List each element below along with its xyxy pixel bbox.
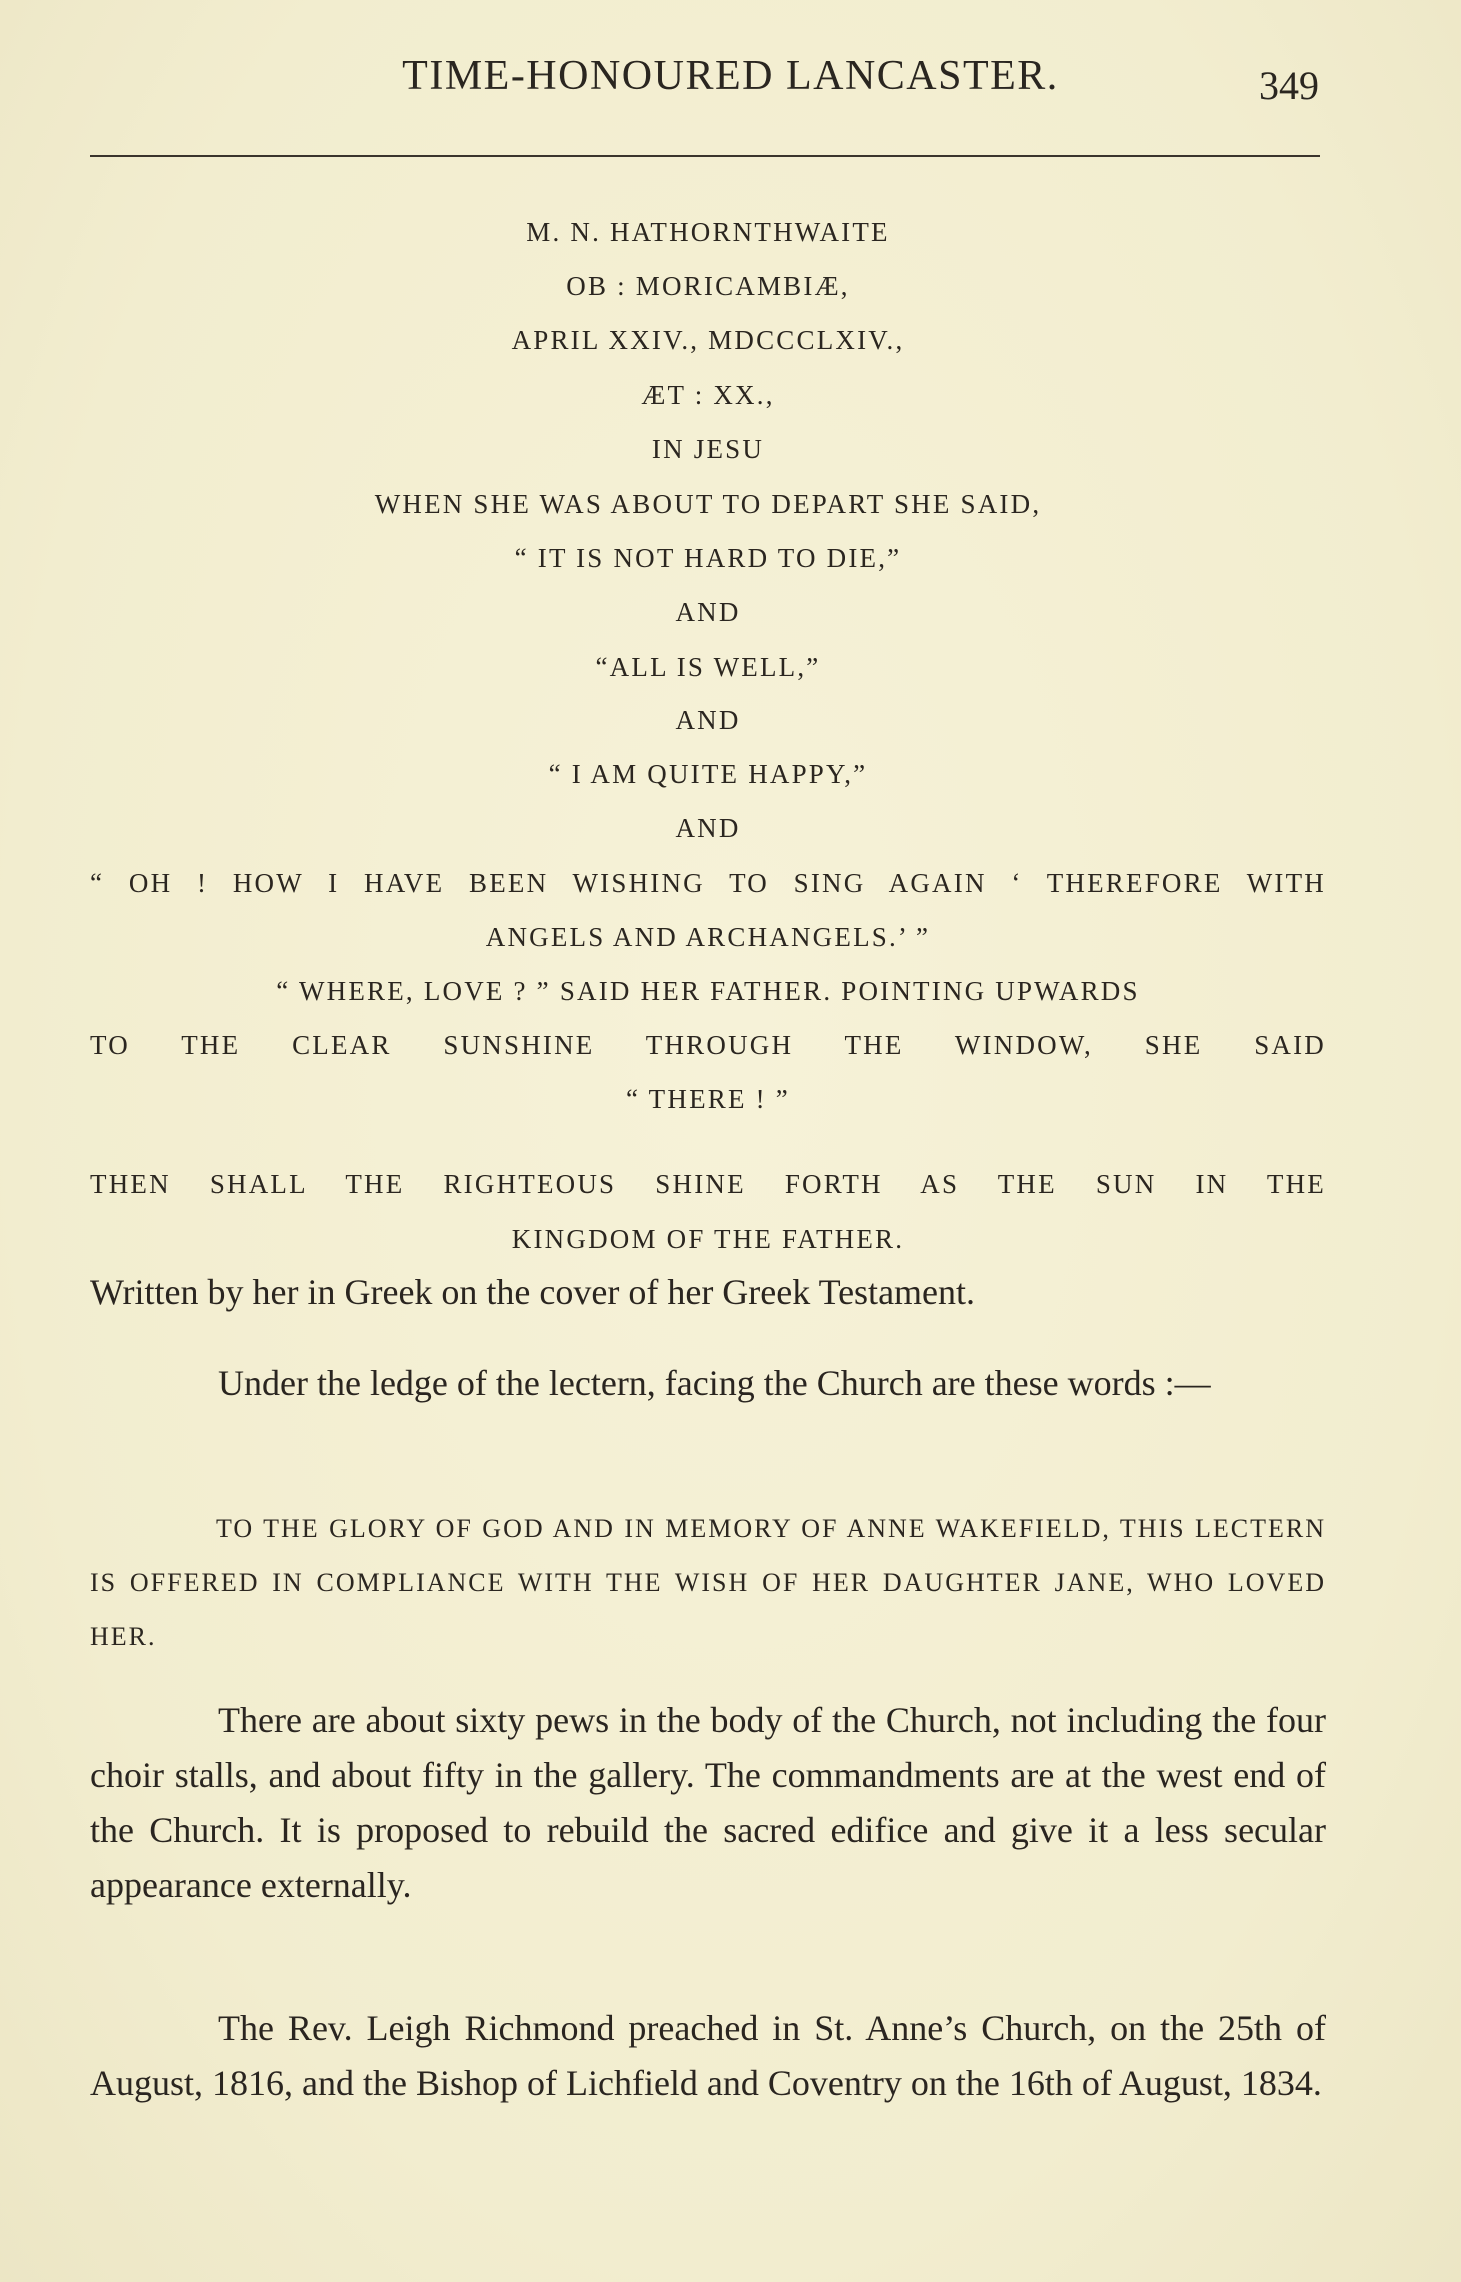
pews-paragraph: There are about sixty pews in the body of the Church, not including the four choir stalls, and about fifty in the gallery. The commandments are at the west end of the Church. It is proposed to rebuild the sacred edifice and give it a less secular appearance externally. — [90, 1700, 1326, 1905]
lectern-inscription-text: TO THE GLORY OF GOD AND IN MEMORY OF ANNE WAKEFIELD, THIS LECTERN IS OFFERED IN COMPLIANCE WITH THE WISH OF HER DAUGHTER JANE, WHO LOVED HER. — [90, 1514, 1326, 1651]
epitaph-line: ANGELS AND ARCHANGELS.’ ” — [485, 922, 931, 952]
epitaph-line: “ I AM QUITE HAPPY,” — [548, 759, 868, 789]
written-note-paragraph: Written by her in Greek on the cover of her Greek Testament. — [90, 1272, 976, 1312]
epitaph-line: WHEN SHE WAS ABOUT TO DEPART SHE SAID, — [374, 489, 1042, 519]
header-rule — [90, 155, 1320, 157]
lectern-inscription — [90, 1502, 1326, 1664]
epitaph-line: M. N. HATHORNTHWAITE — [526, 217, 890, 247]
lectern-intro-paragraph: Under the ledge of the lectern, facing the Church are these words :— — [218, 1363, 1211, 1403]
epitaph-line: IN JESU — [651, 434, 765, 464]
epitaph-line: AND — [675, 813, 741, 843]
epitaph-line: THEN SHALL THE RIGHTEOUS SHINE FORTH AS THE SUN IN THE — [90, 1169, 1326, 1199]
epitaph-line: OB : MORICAMBIÆ, — [566, 271, 850, 301]
preachers-paragraph: The Rev. Leigh Richmond preached in St. Anne’s Church, on the 25th of August, 1816, and the Bishop of Lichfield and Coventry on the 16th of August, 1834. — [90, 2008, 1326, 2103]
epitaph-line: “ALL IS WELL,” — [595, 652, 821, 682]
running-title: TIME-HONOURED LANCASTER. — [402, 53, 1059, 99]
epitaph-line: KINGDOM OF THE FATHER. — [511, 1224, 905, 1254]
epitaph-line: “ IT IS NOT HARD TO DIE,” — [514, 543, 902, 573]
page-number: 349 — [1259, 63, 1319, 108]
epitaph-line: TO THE CLEAR SUNSHINE THROUGH THE WINDOW, SHE SAID — [90, 1030, 1326, 1060]
epitaph-line: “ OH ! HOW I HAVE BEEN WISHING TO SING AGAIN ‘ THEREFORE WITH — [90, 868, 1326, 898]
epitaph-line: AND — [675, 705, 741, 735]
epitaph-line: APRIL XXIV., MDCCCLXIV., — [511, 325, 905, 355]
epitaph-line: “ THERE ! ” — [626, 1084, 790, 1114]
epitaph-line: ÆT : XX., — [641, 380, 775, 410]
epitaph-line: AND — [675, 597, 741, 627]
epitaph-line: “ WHERE, LOVE ? ” SAID HER FATHER. POINTING UPWARDS — [276, 976, 1140, 1006]
